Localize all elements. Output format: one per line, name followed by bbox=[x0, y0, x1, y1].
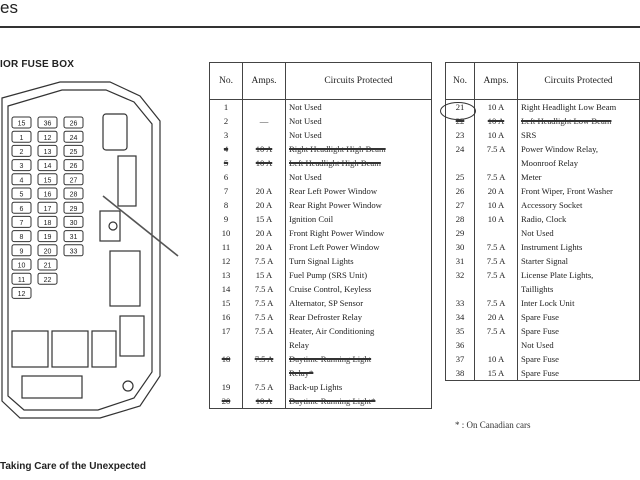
fuse-number: 4 bbox=[210, 142, 243, 156]
table-row bbox=[446, 198, 640, 212]
table-row bbox=[210, 240, 432, 254]
table-row bbox=[210, 324, 432, 338]
fuse-number: 19 bbox=[210, 380, 243, 394]
page-title: es bbox=[0, 0, 18, 17]
fuse-circuit: Alternator, SP Sensor bbox=[286, 296, 432, 310]
fuse-slot-label: 20 bbox=[43, 248, 52, 256]
fuse-circuit: Fuel Pump (SRS Unit) bbox=[286, 268, 432, 282]
fuse-amps: 10 A bbox=[243, 394, 286, 409]
fuse-number: 14 bbox=[210, 282, 243, 296]
fuse-number bbox=[210, 338, 243, 352]
fuse-number: 9 bbox=[210, 212, 243, 226]
fuse-slot-label: 5 bbox=[19, 191, 24, 199]
fuse-amps bbox=[243, 100, 286, 115]
table-row bbox=[446, 338, 640, 352]
col-header-circuits: Circuits Protected bbox=[518, 63, 640, 100]
table-header bbox=[210, 63, 432, 100]
table-row bbox=[210, 394, 432, 409]
fuse-circuit: Power Window Relay, bbox=[518, 142, 640, 156]
fuse-circuit: Spare Fuse bbox=[518, 310, 640, 324]
table-row bbox=[446, 268, 640, 282]
fuse-number: 25 bbox=[446, 170, 475, 184]
table-row bbox=[446, 184, 640, 198]
fuse-amps: 10 A bbox=[475, 100, 518, 115]
fuse-number: 10 bbox=[210, 226, 243, 240]
fuse-slot-label: 19 bbox=[43, 234, 52, 242]
table-row bbox=[446, 324, 640, 338]
table-row bbox=[446, 282, 640, 296]
table-row bbox=[210, 380, 432, 394]
fuse-amps bbox=[475, 282, 518, 296]
fuse-slot-label: 12 bbox=[17, 291, 26, 298]
fuse-number: 20 bbox=[210, 394, 243, 409]
fuse-number: 17 bbox=[210, 324, 243, 338]
fuse-number: 36 bbox=[446, 338, 475, 352]
fuse-slot-label: 33 bbox=[69, 248, 78, 256]
fuse-slot-label: 11 bbox=[17, 276, 26, 284]
fuse-21-circle-annotation bbox=[440, 102, 476, 120]
fuse-circuit: Back-up Lights bbox=[286, 380, 432, 394]
fuse-amps: 7.5 A bbox=[475, 240, 518, 254]
fuse-amps: 7.5 A bbox=[243, 282, 286, 296]
fuse-number: 38 bbox=[446, 366, 475, 381]
section-footer: Taking Care of the Unexpected bbox=[0, 461, 146, 472]
fuse-circuit: Not Used bbox=[286, 128, 432, 142]
fuse-slot-label: 31 bbox=[69, 234, 78, 242]
fuse-circuit: Rear Right Power Window bbox=[286, 198, 432, 212]
fuse-circuit: Instrument Lights bbox=[518, 240, 640, 254]
fuse-slot-label: 29 bbox=[69, 205, 78, 213]
col-header-circuits: Circuits Protected bbox=[286, 63, 432, 100]
fuse-slot-label: 3 bbox=[19, 163, 24, 171]
fuse-number: 23 bbox=[446, 128, 475, 142]
fuse-slot-label: 27 bbox=[69, 177, 78, 185]
table-row bbox=[210, 338, 432, 352]
col-header-no: No. bbox=[446, 63, 475, 100]
fuse-amps bbox=[475, 338, 518, 352]
table-row bbox=[446, 156, 640, 170]
fuse-amps: 15 A bbox=[475, 366, 518, 381]
table-row bbox=[446, 142, 640, 156]
fuse-circuit: Not Used bbox=[286, 170, 432, 184]
fuse-circuit: Inter Lock Unit bbox=[518, 296, 640, 310]
fuse-number: 28 bbox=[446, 212, 475, 226]
fuse-amps: 10 A bbox=[243, 156, 286, 170]
table-row bbox=[210, 198, 432, 212]
fuse-circuit: Starter Signal bbox=[518, 254, 640, 268]
fuse-slot-label: 14 bbox=[43, 163, 52, 171]
fuse-circuit: Left Headlight High Beam bbox=[286, 156, 432, 170]
fuse-number: 16 bbox=[210, 310, 243, 324]
fuse-column-1 bbox=[12, 117, 31, 298]
fuse-amps: 10 A bbox=[475, 212, 518, 226]
fuse-circuit: Front Right Power Window bbox=[286, 226, 432, 240]
fuse-amps: 20 A bbox=[243, 198, 286, 212]
fuse-box-label: IOR FUSE BOX bbox=[0, 59, 75, 70]
fuse-number: 2 bbox=[210, 114, 243, 128]
table-row bbox=[446, 226, 640, 240]
fuse-slot-label: 6 bbox=[19, 205, 24, 213]
fuse-amps: 10 A bbox=[475, 198, 518, 212]
fuse-amps: 20 A bbox=[243, 226, 286, 240]
fuse-amps bbox=[475, 226, 518, 240]
fuse-number: 5 bbox=[210, 156, 243, 170]
fuse-number: 12 bbox=[210, 254, 243, 268]
fuse-slot-label: 4 bbox=[19, 177, 24, 185]
fuse-number: 13 bbox=[210, 268, 243, 282]
fuse-circuit: Rear Defroster Relay bbox=[286, 310, 432, 324]
fuse-number: 29 bbox=[446, 226, 475, 240]
fuse-circuit: Daytime Running Light bbox=[286, 352, 432, 366]
fuse-number: 1 bbox=[210, 100, 243, 115]
fuse-number: 26 bbox=[446, 184, 475, 198]
table-row bbox=[446, 254, 640, 268]
fuse-slot-label: 36 bbox=[43, 120, 52, 128]
table-row bbox=[210, 296, 432, 310]
fuse-amps: 7.5 A bbox=[475, 324, 518, 338]
table-row bbox=[210, 268, 432, 282]
fuse-amps: 7.5 A bbox=[243, 352, 286, 366]
fuse-amps: 7.5 A bbox=[243, 310, 286, 324]
fuse-number bbox=[446, 156, 475, 170]
fuse-slot-label: 28 bbox=[69, 191, 78, 199]
fuse-circuit: Front Wiper, Front Washer bbox=[518, 184, 640, 198]
fuse-circuit: Accessory Socket bbox=[518, 198, 640, 212]
fuse-amps: 7.5 A bbox=[243, 324, 286, 338]
table-row bbox=[446, 240, 640, 254]
fuse-amps: 7.5 A bbox=[243, 296, 286, 310]
fuse-amps bbox=[243, 170, 286, 184]
fuse-circuit: Taillights bbox=[518, 282, 640, 296]
table-header bbox=[446, 63, 640, 100]
table-row bbox=[446, 366, 640, 381]
fuse-slot-label: 21 bbox=[43, 262, 52, 270]
table-row bbox=[446, 128, 640, 142]
fuse-circuit: Spare Fuse bbox=[518, 324, 640, 338]
fuse-circuit: Right Headlight High Beam bbox=[286, 142, 432, 156]
fuse-slot-label: 22 bbox=[43, 276, 52, 284]
fuse-number bbox=[210, 366, 243, 380]
fuse-amps: 10 A bbox=[475, 128, 518, 142]
fuse-circuit: License Plate Lights, bbox=[518, 268, 640, 282]
fuse-amps: 7.5 A bbox=[475, 142, 518, 156]
table-row bbox=[210, 352, 432, 366]
fuse-number: 11 bbox=[210, 240, 243, 254]
fuse-slot-label: 17 bbox=[43, 205, 52, 213]
fuse-circuit: Moonroof Relay bbox=[518, 156, 640, 170]
fuse-amps: 7.5 A bbox=[243, 254, 286, 268]
fuse-circuit: Not Used bbox=[286, 114, 432, 128]
table-row bbox=[210, 170, 432, 184]
table-row bbox=[446, 352, 640, 366]
fuse-circuit: Relay bbox=[286, 338, 432, 352]
fuse-amps: 20 A bbox=[475, 310, 518, 324]
table-row bbox=[210, 128, 432, 142]
fuse-number: 21 bbox=[446, 100, 475, 115]
fuse-number: 7 bbox=[210, 184, 243, 198]
fuse-amps: 10 A bbox=[243, 142, 286, 156]
fuse-number: 37 bbox=[446, 352, 475, 366]
fuse-amps: 10 A bbox=[475, 352, 518, 366]
fuse-number: 24 bbox=[446, 142, 475, 156]
table-row bbox=[446, 296, 640, 310]
fuse-circuit: Right Headlight Low Beam bbox=[518, 100, 640, 115]
table-row bbox=[210, 226, 432, 240]
fuse-circuit: Turn Signal Lights bbox=[286, 254, 432, 268]
fuse-number: 33 bbox=[446, 296, 475, 310]
fuse-number: 22 bbox=[446, 114, 475, 128]
table-row bbox=[210, 156, 432, 170]
header-rule bbox=[0, 26, 640, 28]
fuse-slot-label: 13 bbox=[43, 149, 52, 156]
fuse-circuit: Heater, Air Conditioning bbox=[286, 324, 432, 338]
fuse-column-3 bbox=[64, 117, 83, 256]
fuse-slot-label: 30 bbox=[69, 220, 78, 227]
fuse-slot-label: 16 bbox=[43, 191, 52, 199]
col-header-amps: Amps. bbox=[243, 63, 286, 100]
table-row bbox=[446, 212, 640, 226]
fuse-circuit: Radio, Clock bbox=[518, 212, 640, 226]
fuse-amps: 7.5 A bbox=[475, 254, 518, 268]
canadian-cars-note: * : On Canadian cars bbox=[455, 420, 531, 430]
fuse-number: 3 bbox=[210, 128, 243, 142]
table-row bbox=[446, 170, 640, 184]
fuse-circuit: Not Used bbox=[518, 338, 640, 352]
fuse-slot-label: 9 bbox=[19, 248, 24, 256]
fuse-number: 6 bbox=[210, 170, 243, 184]
col-header-no: No. bbox=[210, 63, 243, 100]
fuse-slot-label: 2 bbox=[19, 149, 24, 156]
fuse-circuit: Left Headlight Low Beam bbox=[518, 114, 640, 128]
fuse-column-2 bbox=[38, 117, 57, 284]
fuse-amps: 20 A bbox=[243, 240, 286, 254]
fuse-amps: 7.5 A bbox=[243, 380, 286, 394]
fuse-circuit: Daytime Running Light* bbox=[286, 394, 432, 409]
fuse-circuit: Ignition Coil bbox=[286, 212, 432, 226]
fuse-amps: 20 A bbox=[475, 184, 518, 198]
fuse-slot-label: 10 bbox=[17, 262, 26, 270]
fuse-slot-label: 24 bbox=[69, 134, 78, 142]
fuse-amps bbox=[243, 338, 286, 352]
fuse-circuit: SRS bbox=[518, 128, 640, 142]
table-row bbox=[210, 184, 432, 198]
fuse-amps: 15 A bbox=[243, 268, 286, 282]
table-row bbox=[210, 114, 432, 128]
table-row bbox=[210, 310, 432, 324]
fuse-circuit: Front Left Power Window bbox=[286, 240, 432, 254]
fuse-number: 8 bbox=[210, 198, 243, 212]
fuse-amps bbox=[243, 128, 286, 142]
fuse-box-diagram bbox=[0, 76, 185, 421]
table-row bbox=[446, 114, 640, 128]
fuse-slot-label: 1 bbox=[19, 134, 24, 142]
fuse-slot-label: 26 bbox=[69, 120, 78, 128]
fuse-amps: 15 A bbox=[243, 212, 286, 226]
fuse-slot-label: 8 bbox=[19, 234, 24, 242]
fuse-number bbox=[446, 282, 475, 296]
fuse-circuit: Not Used bbox=[286, 100, 432, 115]
fuse-circuit: Relay* bbox=[286, 366, 432, 380]
table-row bbox=[210, 282, 432, 296]
fuse-number: 31 bbox=[446, 254, 475, 268]
fuse-number: 27 bbox=[446, 198, 475, 212]
fuse-circuit: Spare Fuse bbox=[518, 366, 640, 381]
fuse-circuit: Rear Left Power Window bbox=[286, 184, 432, 198]
fuse-slot-label: 15 bbox=[17, 120, 26, 128]
fuse-slot-label: 15 bbox=[43, 177, 52, 185]
table-row bbox=[446, 310, 640, 324]
table-row bbox=[210, 142, 432, 156]
fuse-number: 15 bbox=[210, 296, 243, 310]
fuse-circuit: Not Used bbox=[518, 226, 640, 240]
fuse-amps: 7.5 A bbox=[475, 268, 518, 282]
fuse-amps bbox=[243, 366, 286, 380]
fuse-amps: 7.5 A bbox=[475, 170, 518, 184]
fuse-slot-label: 7 bbox=[19, 220, 24, 227]
table-row bbox=[210, 254, 432, 268]
fuse-amps bbox=[475, 156, 518, 170]
fuse-number: 34 bbox=[446, 310, 475, 324]
fuse-circuit: Meter bbox=[518, 170, 640, 184]
table-row bbox=[210, 100, 432, 115]
fuse-slot-label: 18 bbox=[43, 220, 52, 227]
fuse-amps: — bbox=[243, 114, 286, 128]
fuse-number: 35 bbox=[446, 324, 475, 338]
col-header-amps: Amps. bbox=[475, 63, 518, 100]
fuse-number: 30 bbox=[446, 240, 475, 254]
fuse-circuit: Spare Fuse bbox=[518, 352, 640, 366]
fuse-slot-label: 12 bbox=[43, 134, 52, 142]
fuse-amps: 20 A bbox=[243, 184, 286, 198]
fuse-number: 18 bbox=[210, 352, 243, 366]
fuse-box-drawing bbox=[0, 76, 185, 421]
fuse-table-left bbox=[209, 62, 432, 409]
fuse-slot-label: 25 bbox=[69, 149, 78, 156]
fuse-slot-label: 26 bbox=[69, 163, 78, 171]
fuse-number: 32 bbox=[446, 268, 475, 282]
fuse-amps: 7.5 A bbox=[475, 296, 518, 310]
table-row bbox=[210, 366, 432, 380]
table-row bbox=[210, 212, 432, 226]
fuse-amps: 10 A bbox=[475, 114, 518, 128]
fuse-circuit: Cruise Control, Keyless bbox=[286, 282, 432, 296]
